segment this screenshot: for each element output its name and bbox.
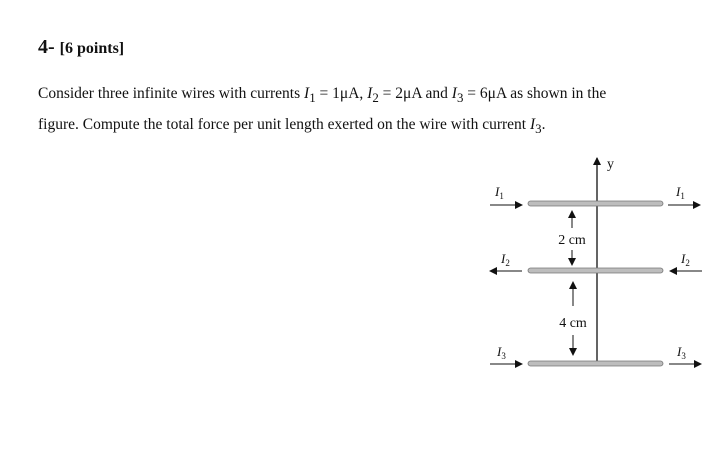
- wire-3-label-left: [496, 344, 506, 361]
- wire-3-label-right: [676, 344, 686, 361]
- wire-2-label-right: [680, 251, 690, 268]
- subscript: 2: [505, 258, 510, 268]
- subscript: 1: [309, 90, 316, 106]
- subscript: 1: [499, 191, 504, 201]
- current-symbol: I: [681, 251, 686, 266]
- current-symbol: I: [501, 251, 506, 266]
- current-symbol: I: [495, 184, 500, 199]
- subscript: 3: [501, 351, 506, 361]
- i3-value: = 6μA: [463, 85, 507, 102]
- current-symbol: I: [676, 184, 681, 199]
- current-symbol: I: [677, 344, 682, 359]
- subscript: 2: [685, 258, 690, 268]
- subscript: 3: [456, 90, 464, 106]
- statement-tail: as shown in the: [510, 85, 607, 102]
- current-symbol: I: [529, 116, 536, 134]
- statement-lead: Consider three infinite wires with currents: [38, 85, 301, 102]
- subscript: 3: [535, 121, 542, 137]
- spacing-2-3-label: 4 cm: [559, 316, 587, 331]
- spacing-1-2-label: 2 cm: [558, 233, 586, 248]
- subscript: 1: [680, 191, 685, 201]
- subscript: 3: [681, 351, 686, 361]
- i1-value: = 1μA,: [315, 85, 364, 102]
- i2-value: = 2μA: [378, 85, 422, 102]
- statement-lead-2: figure. Compute the total force per unit length exerted on the wire with current: [38, 116, 527, 134]
- current-symbol: I: [367, 85, 373, 102]
- y-axis-label: y: [607, 157, 614, 172]
- wire-1-label-left: [494, 184, 504, 201]
- problem-points: [6 points]: [59, 40, 125, 57]
- current-symbol: I: [451, 85, 457, 102]
- wire-1: [528, 201, 663, 206]
- statement-tail-2: .: [541, 116, 546, 134]
- wire-1-label-right: [675, 184, 685, 201]
- problem-number: 4-: [38, 36, 55, 58]
- subscript: 2: [372, 90, 379, 106]
- current-symbol: I: [304, 85, 310, 102]
- wire-2-label-left: [500, 251, 510, 268]
- wire-3: [528, 361, 663, 366]
- wire-2: [528, 268, 663, 273]
- current-symbol: I: [497, 344, 502, 359]
- and-word: and: [425, 85, 448, 102]
